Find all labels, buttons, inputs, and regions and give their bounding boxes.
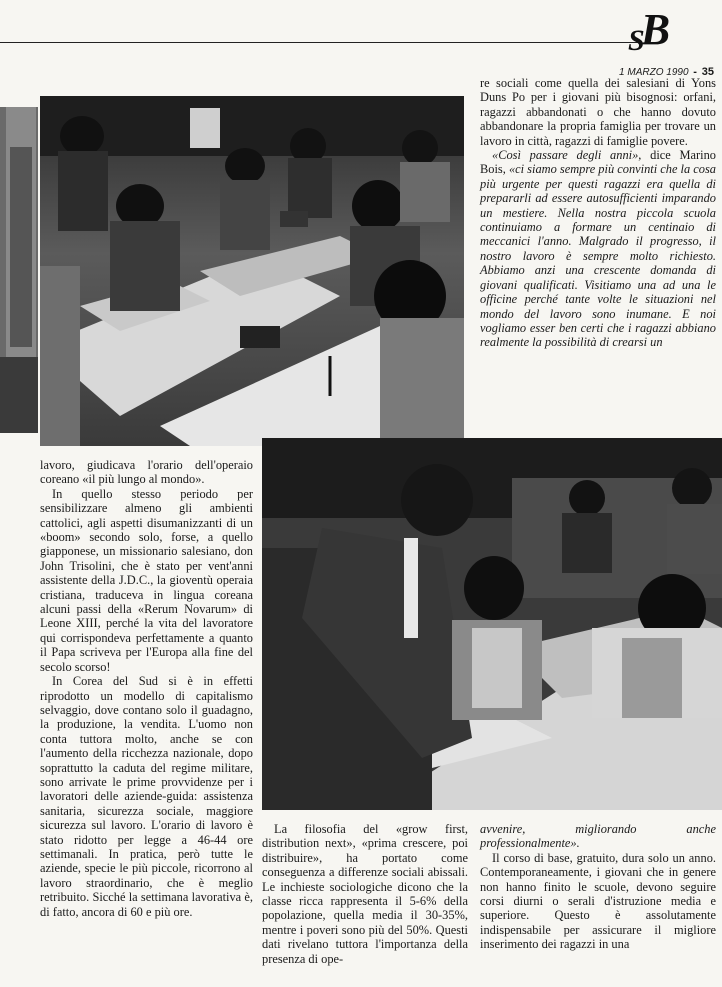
issue-date: 1 MARZO 1990 [619,67,689,78]
paragraph: In quello stesso periodo per sensibilizzare almeno gli ambienti cattolici, agli aspetti disumanizzanti di un «boom» secondo solo, forse, a quello giapponese, un missionario salesiano, don John Trisolini, che è stato per vent'anni assistente della J.D.C., la gioventù operaia cristiana, traduceva in lingua coreana alcuni passi della «Rerum Novarum» di Leone XIII, perché la vita del lavoratore qui corrispondeva perfettamente a quanto il Papa scriveva per l'Europa alla fine del secolo scorso! [40,486,253,674]
paragraph: lavoro, giudicava l'orario dell'operaio coreano «il più lungo al mondo». [40,458,253,487]
paragraph: Il corso di base, gratuito, dura solo un anno. Contemporaneamente, i giovani che in genere non hanno finito le scuole, devono seguire corsi diurni o serali d'istruzione media e superiore. Questo è assolutamente indispensabile per assicurare il migliore inserimento dei ragazzi in una [480,850,716,952]
paragraph: La filosofia del «grow first, distribution next», «prima crescere, poi distribuire», ha portato come conseguenza a differenze sociali abissali. Le inchieste sociologiche dicono che la classe ricca rappresenta il 5-6% della popolazione, quella media il 30-35%, mentre i poveri sono più del 50%. Questi dati rivelano tuttora l'importanza della presenza di ope- [262,822,468,966]
folio-separator: - [693,66,697,78]
article-column-left [40,458,253,919]
article-column-right-top [480,76,716,350]
page-number: 35 [701,66,714,78]
paragraph-quote: «Così passare degli anni», dice Marino Bois, «ci siamo sempre più convinti che la cosa più urgente per questi ragazzi era quella di prepararli ad essere autosufficienti imparando un mestiere. Nella nostra piccola scuola continuiamo a formare un centinaio di meccanici l'anno. Malgrado il progresso, il nostro lavoro è sempre molto richiesto. Abbiamo anzi una crescente domanda di giovani qualificati. Visitiamo una ad una le officine perché tante volte le situazioni nel mondo del lavoro sono inumane. E noi vogliamo esser ben certi che i ragazzi abbiano realmente la possibilità di crearsi un [480,148,717,350]
header-rule [0,42,640,43]
magazine-logo: SB [628,5,667,57]
photo-classroom-drawing [40,96,464,446]
paragraph: In Corea del Sud si è in effetti riprodotto un modello di capitalismo selvaggio, dove contano solo il guadagno, la produzione, la vendita. L'uomo non conta tuttora molto, anche se con l'aumento della ricchezza nazionale, dopo soprattutto la caduta del regime militare, sono arrivate le prime provvidenze per i lavoratori delle aziende-guida: assistenza sanitaria, sicurezza sociale, maggiore sicurezza sul lavoro. L'orario di lavoro è stato ridotto per legge a 46-44 ore settimanali. In pratica, però tutte le aziende, specie le più piccole, ricorrono al lavoro straordinario, che è meglio retribuito. Sicché la settimana lavorativa è, di fatto, ancora di 60 e più ore. [40,674,253,919]
photo-edge-strip [0,107,38,433]
article-column-middle [262,822,468,966]
paragraph: re sociali come quella dei salesiani di Yons Duns Po per i giovani più bisognosi: orfani, ragazzi abbandonati o che hanno dovuto abbandonare la propria famiglia per trovare un lavoro in città, ragazzi di famiglie povere. [480,76,716,148]
paragraph-quote-end: avvenire, migliorando anche professionalmente». [480,822,716,851]
photo-instructor-with-students [262,438,722,810]
article-column-right-bottom [480,822,716,952]
